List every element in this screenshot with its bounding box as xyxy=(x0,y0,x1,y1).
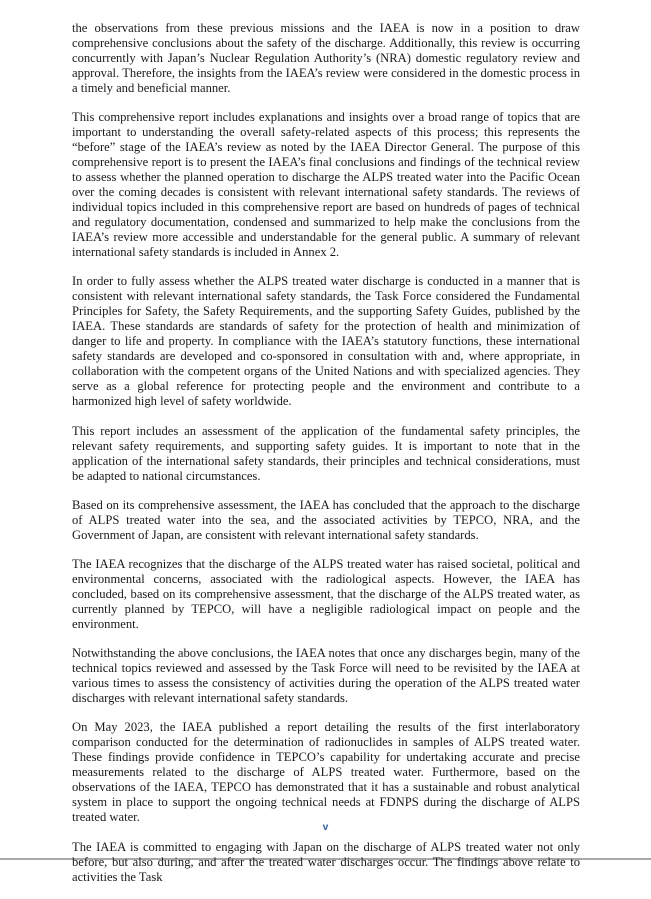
paragraph-interlaboratory-comparison: On May 2023, the IAEA published a report detailing the results of the first interlaboratory comparison conducted for the determination of radionuclides in samples of ALPS treated water. These findings provide confidence in TEPCO’s capability for undertaking accurate and precise measurements related to the discharge of ALPS treated water. Furthermore, based on the observations of the IAEA, TEPCO has demonstrated that it has a sustainable and robust analytical system in place to support the ongoing technical needs at FDNPS during the discharge of ALPS treated water. xyxy=(72,720,580,825)
paragraph-safety-standards: In order to fully assess whether the ALPS treated water discharge is conducted in a manner that is consistent with relevant international safety standards, the Task Force considered the Fundamental Principles for Safety, the Safety Requirements, and the supporting Safety Guides, published by the IAEA. These standards are standards of safety for the protection of health and minimization of danger to life and property. In compliance with the IAEA’s statutory functions, these international safety standards are developed and co-sponsored in consultation with and, where appropriate, in collaboration with the competent organs of the United Nations and with specialized agencies. They serve as a global reference for protecting people and the environment and contribute to a harmonized high level of safety worldwide. xyxy=(72,274,580,409)
paragraph-iaea-commitment: The IAEA is committed to engaging with Japan on the discharge of ALPS treated water not only before, but also during, and after the treated water discharges occur. The findings above relate to activities the Task xyxy=(72,839,580,884)
paragraph-consistency-conclusion: Based on its comprehensive assessment, the IAEA has concluded that the approach to the discharge of ALPS treated water into the sea, and the associated activities by TEPCO, NRA, and the Government of Japan, are consistent with relevant international safety standards. xyxy=(72,497,580,542)
paragraph-assessment-application: This report includes an assessment of the application of the fundamental safety principles, the relevant safety requirements, and supporting safety guides. It is important to note that in the application of the international safety standards, their principles and technical considerations, must be adapted to national circumstances. xyxy=(72,423,580,483)
body-text xyxy=(72,21,580,899)
page-number: v xyxy=(322,822,329,833)
paragraph-report-scope: This comprehensive report includes explanations and insights over a broad range of topics that are important to understanding the overall safety-related aspects of this process; this represents the “before” stage of the IAEA’s review as noted by the IAEA Director General. The purpose of this comprehensive report is to present the IAEA’s final conclusions and findings of the technical review to assess whether the planned operation to discharge the ALPS treated water into the Pacific Ocean over the coming decades is consistent with relevant international safety standards. The reviews of individual topics included in this comprehensive report are based on hundreds of pages of technical and regulatory documentation, condensed and summarized to help make the conclusions from the IAEA’s review more accessible and understandable for the general public. A summary of relevant international safety standards is included in Annex 2. xyxy=(72,110,580,260)
paragraph-radiological-impact: The IAEA recognizes that the discharge of the ALPS treated water has raised societal, political and environmental concerns, associated with the radiological aspects. However, the IAEA has concluded, based on its comprehensive assessment, that the discharge of the ALPS treated water, as currently planned by TEPCO, will have a negligible radiological impact on people and the environment. xyxy=(72,556,580,631)
paragraph-revisit-topics: Notwithstanding the above conclusions, the IAEA notes that once any discharges begin, many of the technical topics reviewed and assessed by the Task Force will need to be revisited by the IAEA at various times to assess the consistency of activities during the operation of the ALPS treated water discharges with relevant international safety standards. xyxy=(72,646,580,706)
paragraph-continuation-previous-missions: the observations from these previous missions and the IAEA is now in a position to draw comprehensive conclusions about the safety of the discharge. Additionally, this review is occurring concurrently with Japan’s Nuclear Regulation Authority’s (NRA) domestic regulatory review and approval. Therefore, the insights from the IAEA’s review were considered in the domestic process in a timely and beneficial manner. xyxy=(72,21,580,95)
